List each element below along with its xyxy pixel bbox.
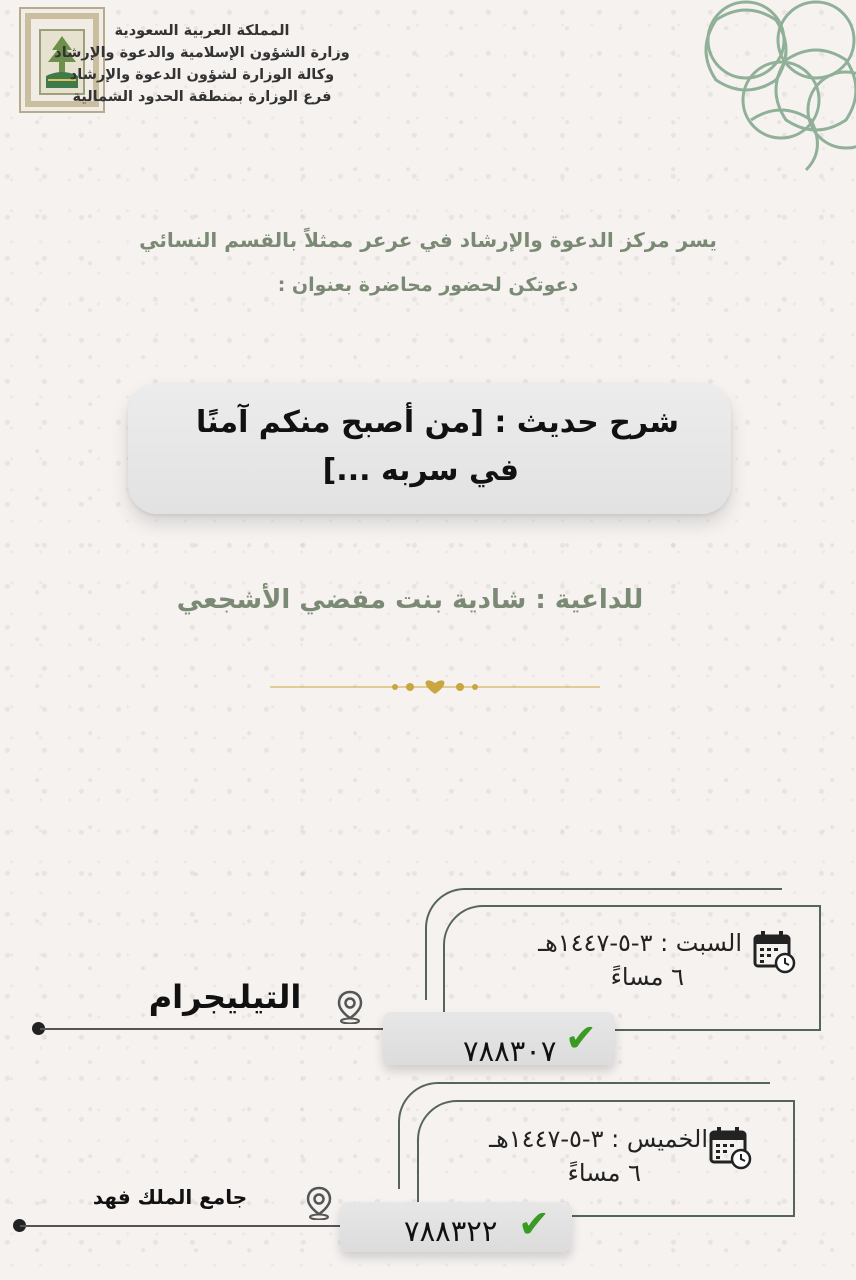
session-2-check-icon: ✔ bbox=[518, 1202, 550, 1246]
session-2-place: جامع الملك فهد bbox=[92, 1185, 248, 1209]
speaker-name: للداعية : شادية بنت مفضي الأشجعي bbox=[176, 585, 644, 615]
session-1-check-icon: ✔ bbox=[565, 1016, 597, 1060]
session-1-code: ٧٨٨٣٠٧ bbox=[463, 1034, 557, 1068]
session-2-calendar-icon bbox=[708, 1126, 752, 1170]
lecture-title-card bbox=[128, 383, 731, 514]
lecture-title-line-1: شرح حديث : [من أصبح منكم آمنًا bbox=[195, 405, 679, 440]
session-1-place: التيليجرام bbox=[148, 978, 302, 1016]
header-line-ministry: وزارة الشؤون الإسلامية والدعوة والإرشاد bbox=[54, 45, 350, 61]
session-1-date: السبت : ٣-٥-١٤٤٧هـ bbox=[538, 929, 742, 957]
session-2-location-line bbox=[20, 1225, 355, 1227]
lecture-title-line-2: في سربه ...] bbox=[322, 453, 519, 488]
session-2-code: ٧٨٨٣٢٢ bbox=[404, 1214, 498, 1248]
ministry-header bbox=[52, 20, 352, 108]
session-1-time: ٦ مساءً bbox=[610, 963, 684, 991]
header-line-agency: وكالة الوزارة لشؤون الدعوة والإرشاد bbox=[69, 67, 335, 83]
session-1-calendar-icon bbox=[752, 930, 796, 974]
session-2-date: الخميس : ٣-٥-١٤٤٧هـ bbox=[489, 1125, 708, 1153]
session-2-code-pill bbox=[340, 1202, 572, 1252]
intro-line-1: يسر مركز الدعوة والإرشاد في عرعر ممثلاً بالقسم النسائي bbox=[139, 228, 717, 252]
header-line-country: المملكة العربية السعودية bbox=[114, 23, 290, 39]
session-2-time: ٦ مساءً bbox=[567, 1159, 641, 1187]
islamic-star-ornament-icon bbox=[656, 0, 856, 175]
intro-line-2: دعوتكن لحضور محاضرة بعنوان : bbox=[277, 274, 579, 296]
gold-divider-ornament-icon bbox=[270, 676, 600, 698]
session-2-location-pin-icon bbox=[306, 1186, 332, 1220]
header-line-branch: فرع الوزارة بمنطقة الحدود الشمالية bbox=[72, 89, 332, 105]
session-1-location-pin-icon bbox=[337, 990, 363, 1024]
session-1-location-line bbox=[40, 1028, 385, 1030]
session-1-code-pill bbox=[383, 1012, 615, 1068]
